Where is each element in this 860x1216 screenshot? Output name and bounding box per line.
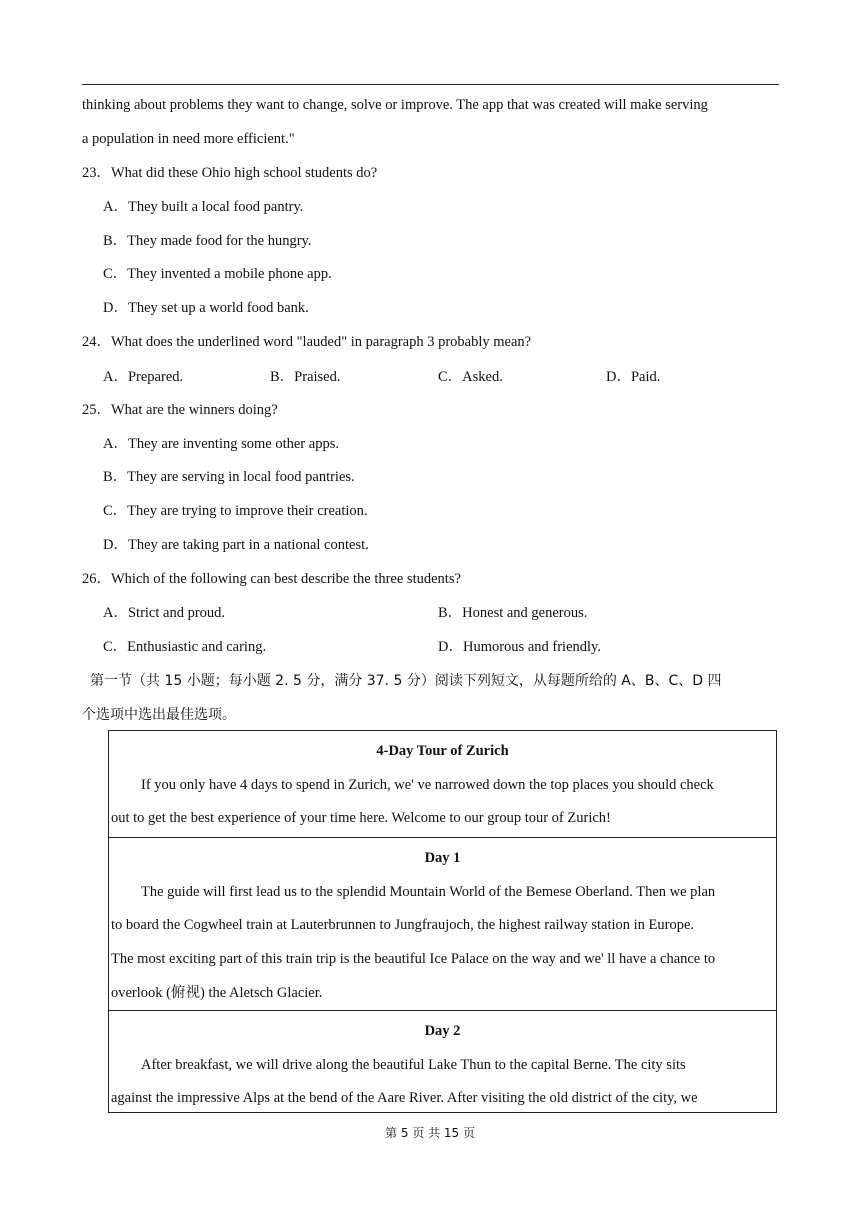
header-rule (82, 84, 779, 85)
passage-line: overlook (俯视) the Aletsch Glacier. (111, 985, 323, 1001)
section-instruction: 第一节（共 15 小题；每小题 2. 5 分，满分 37. 5 分）阅读下列短文，从每题所给的 A、B、C、D 四 (90, 673, 722, 689)
intro-line: thinking about problems they want to change, solve or improve. The app that was created will make serving (82, 97, 708, 113)
day-title: Day 1 (424, 850, 461, 866)
option-a: A．Strict and proud. (103, 605, 226, 621)
passage-line: If you only have 4 days to spend in Zurich, we' ve narrowed down the top places you should check (141, 777, 714, 793)
question-25-stem: 25．What are the winners doing? (82, 402, 278, 418)
passage-line: to board the Cogwheel train at Lauterbrunnen to Jungfraujoch, the highest railway station in Europe. (111, 917, 695, 933)
option-b: B．They made food for the hungry. (103, 233, 312, 249)
option-d: D．Humorous and friendly. (438, 639, 601, 655)
option-b: B．Praised. (270, 369, 341, 385)
option-c: C．Enthusiastic and caring. (103, 639, 267, 655)
passage-line: The guide will first lead us to the splendid Mountain World of the Bemese Oberland. Then we plan (141, 884, 716, 900)
option-d: D．Paid. (606, 369, 661, 385)
option-b: B．They are serving in local food pantries. (103, 469, 355, 485)
passage-intro-section (109, 731, 776, 837)
option-c: C．They are trying to improve their creation. (103, 503, 368, 519)
question-23-stem: 23．What did these Ohio high school students do? (82, 165, 378, 181)
option-c: C．Asked. (438, 369, 503, 385)
option-a: A．They are inventing some other apps. (103, 436, 339, 452)
day-1-section (109, 837, 776, 1010)
option-d: D．They set up a world food bank. (103, 300, 309, 316)
intro-line: a population in need more efficient." (82, 131, 295, 147)
passage-line: After breakfast, we will drive along the beautiful Lake Thun to the capital Berne. The city sits (141, 1057, 686, 1073)
passage-box (108, 730, 777, 1113)
question-24-stem: 24．What does the underlined word "lauded" in paragraph 3 probably mean? (82, 334, 532, 350)
question-26-stem: 26．Which of the following can best describe the three students? (82, 571, 461, 587)
passage-line: The most exciting part of this train trip is the beautiful Ice Palace on the way and we' ll have a chance to (111, 951, 716, 967)
passage-title: 4-Day Tour of Zurich (376, 743, 509, 759)
page-footer: 第 5 页 共 15 页 (385, 1126, 475, 1140)
passage-line: out to get the best experience of your time here. Welcome to our group tour of Zurich! (111, 810, 611, 826)
day-2-section (109, 1010, 776, 1114)
option-a: A．They built a local food pantry. (103, 199, 304, 215)
option-b: B．Honest and generous. (438, 605, 588, 621)
option-c: C．They invented a mobile phone app. (103, 266, 332, 282)
option-a: A．Prepared. (103, 369, 184, 385)
day-title: Day 2 (424, 1023, 461, 1039)
section-instruction: 个选项中选出最佳选项。 (82, 707, 236, 723)
passage-line: against the impressive Alps at the bend of the Aare River. After visiting the old district of the city, we (111, 1090, 698, 1106)
option-d: D．They are taking part in a national contest. (103, 537, 369, 553)
